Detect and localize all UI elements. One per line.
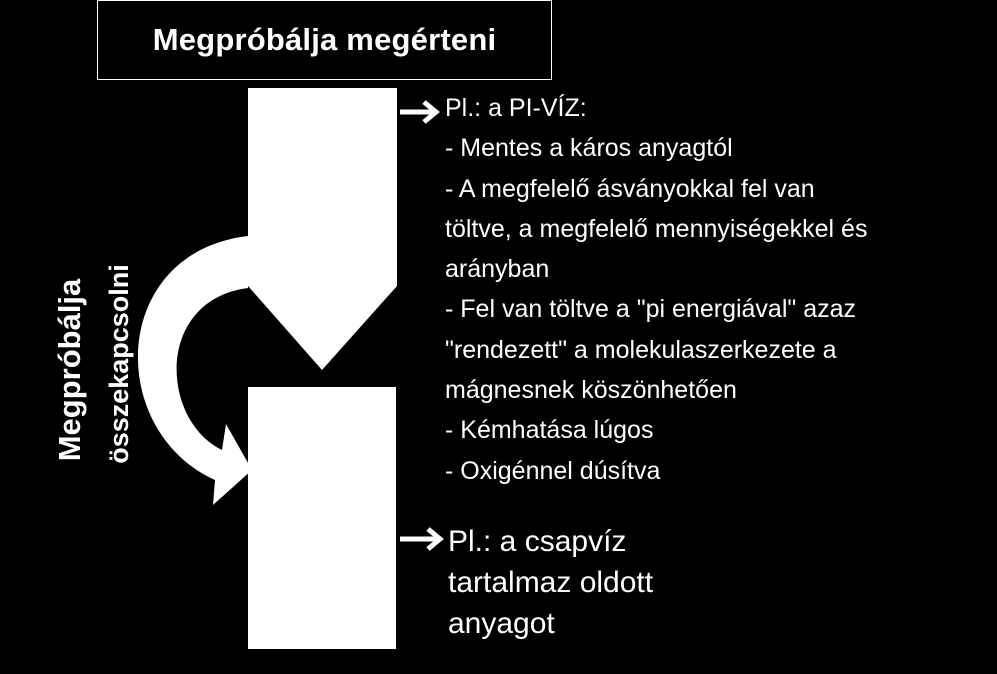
lower-text-line: Pl.: a csapvíz (448, 525, 627, 558)
lower-description (448, 521, 748, 644)
lower-right-arrow-icon (400, 529, 440, 549)
title-text: Megpróbálja megérteni (152, 22, 497, 57)
upper-text-line: - Kémhatása lúgos (445, 416, 654, 445)
upper-description (445, 88, 985, 491)
upper-text-line: "rendezett" a molekulaszerkezete a (445, 335, 837, 364)
curved-connector-arrow (138, 236, 252, 505)
lower-rectangle-shape (248, 387, 396, 649)
upper-text-line: - Oxigénnel dúsítva (445, 456, 661, 485)
lower-text-line: anyagot (448, 607, 555, 640)
lower-text-line: tartalmaz oldott (448, 566, 654, 599)
upper-text-line: - Mentes a káros anyagtól (445, 134, 733, 163)
upper-text-line: mágnesnek köszönhetően (445, 376, 737, 405)
upper-text-line: - Fel van töltve a "pi energiával" azaz (445, 295, 857, 324)
upper-text-line: Pl.: a PI-VÍZ: (445, 94, 587, 122)
vertical-label-line1: Megpróbálja (52, 278, 87, 462)
upper-text-line: töltve, a megfelelő mennyiségekkel és (445, 214, 868, 243)
upper-pentagon-shape (248, 88, 397, 370)
vertical-label-line2: összekapcsolni (104, 264, 134, 464)
upper-text-line: - A megfelelő ásványokkal fel van (445, 174, 815, 203)
upper-right-arrow-icon (400, 102, 436, 122)
upper-text-line: arányban (445, 255, 550, 284)
